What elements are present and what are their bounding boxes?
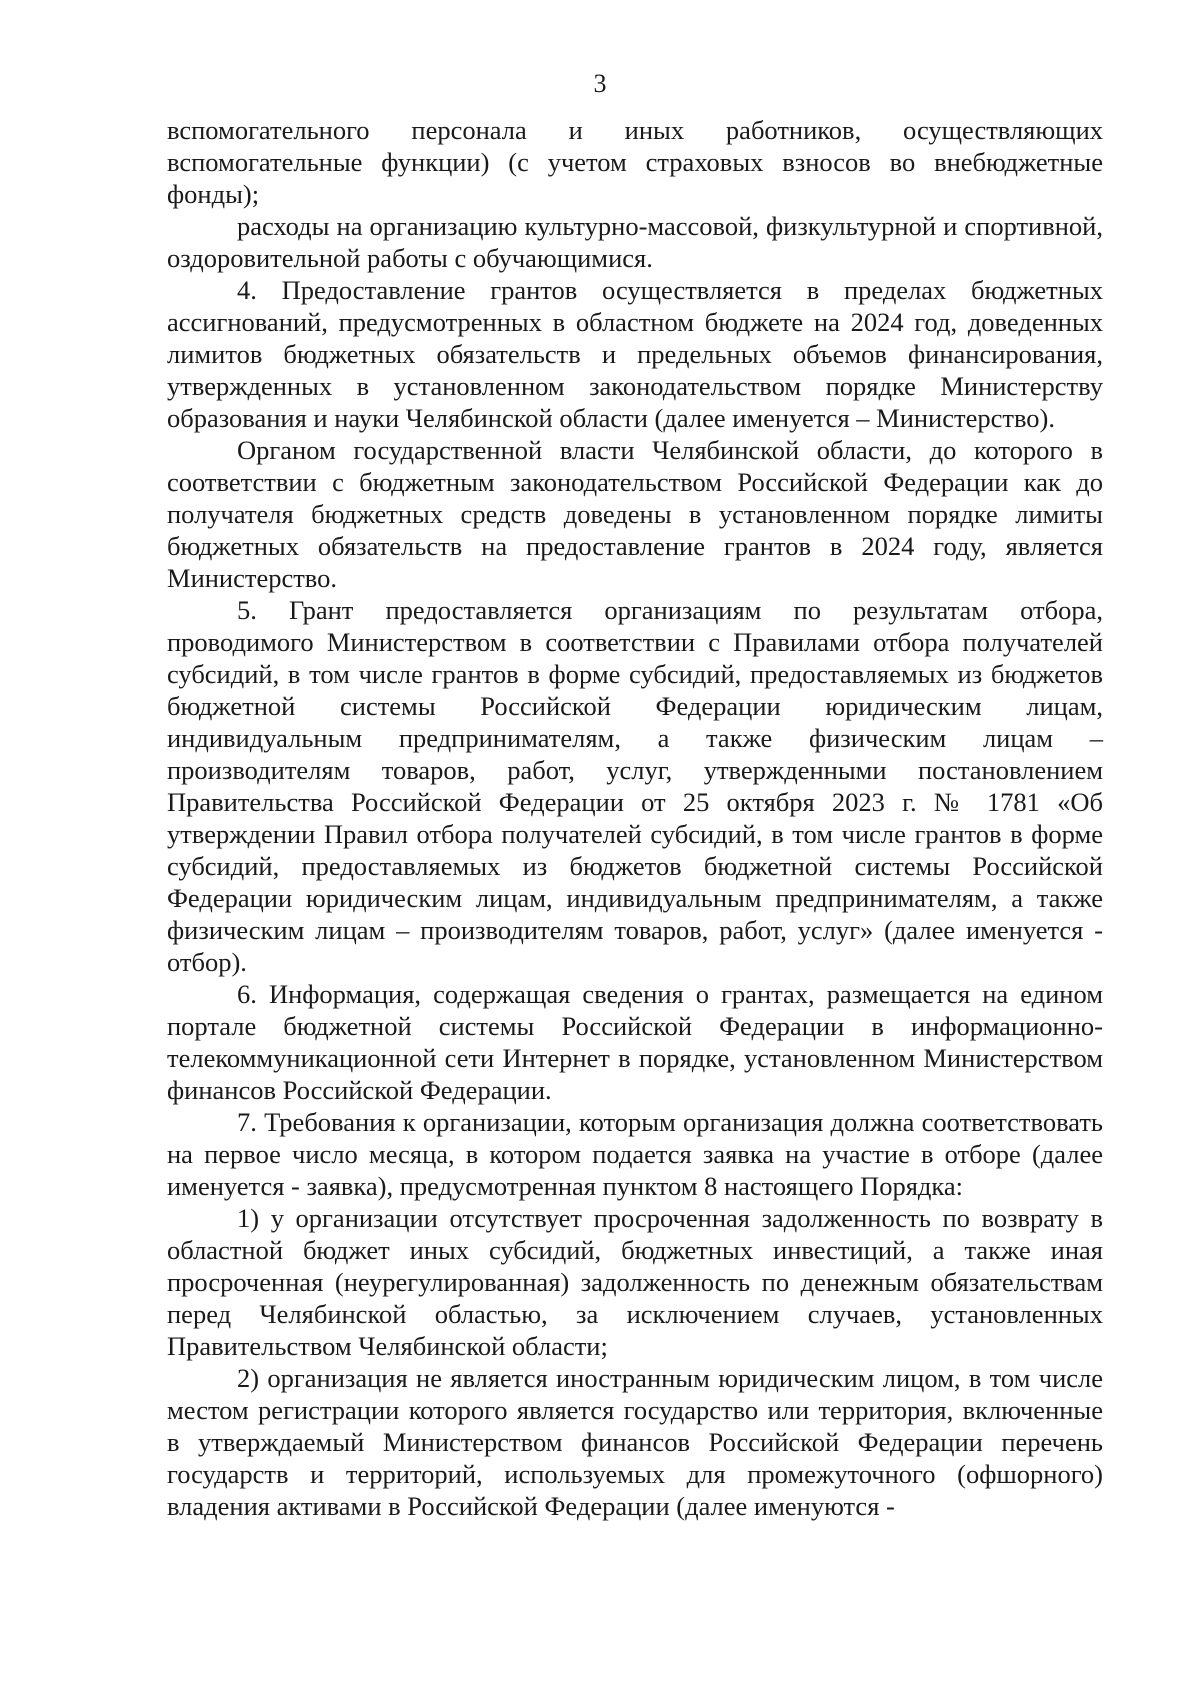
paragraph-1: расходы на организацию культурно-массовой, физкультурной и спортивной, оздоровительной работы с обучающимися. [167, 211, 1103, 273]
paragraph-2: 4. Предоставление грантов осуществляется в пределах бюджетных ассигнований, предусмотренных в областном бюджете на 2024 год, доведенных лимитов бюджетных обязательств и предельных объемов финансирования, утвержденных в установленном законодательством порядке Министерству образования и науки Челябинской области (далее именуется – Министерство). [167, 275, 1103, 433]
paragraph-5: 6. Информация, содержащая сведения о грантах, размещается на едином портале бюджетной системы Российской Федерации в информационно-телекоммуникационной сети Интернет в порядке, установленном Министерством финансов Российской Федерации. [167, 979, 1103, 1105]
paragraph-7: 1) у организации отсутствует просроченная задолженность по возврату в областной бюджет иных субсидий, бюджетных инвестиций, а также иная просроченная (неурегулированная) задолженность по денежным обязательствам перед Челябинской областью, за исключением случаев, установленных Правительством Челябинской области; [167, 1203, 1103, 1361]
paragraph-4: 5. Грант предоставляется организациям по результатам отбора, проводимого Министерством в соответствии с Правилами отбора получателей субсидий, в том числе грантов в форме субсидий, предоставляемых из бюджетов бюджетной системы Российской Федерации юридическим лицам, индивидуальным предпринимателям, а также физическим лицам – производителям товаров, работ, услуг, утвержденными постановлением Правительства Российской Федерации от 25 октября 2023 г. № 1781 «Об утверждении Правил отбора получателей субсидий, в том числе грантов в форме субсидий, предоставляемых из бюджетов бюджетной системы Российской Федерации юридическим лицам, индивидуальным предпринимателям, а также физическим лицам – производителям товаров, работ, услуг» (далее именуется - отбор). [167, 595, 1103, 977]
paragraph-3: Органом государственной власти Челябинской области, до которого в соответствии с бюджетным законодательством Российской Федерации как до получателя бюджетных средств доведены в установленном порядке лимиты бюджетных обязательств на предоставление грантов в 2024 году, является Министерство. [167, 435, 1103, 593]
paragraph-8: 2) организация не является иностранным юридическим лицом, в том числе местом регистрации которого является государство или территория, включенные в утверждаемый Министерством финансов Российской Федерации перечень государств и территорий, используемых для промежуточного (офшорного) владения активами в Российской Федерации (далее именуются - [167, 1363, 1103, 1521]
paragraph-6: 7. Требования к организации, которым организация должна соответствовать на первое число месяца, в котором подается заявка на участие в отборе (далее именуется - заявка), предусмотренная пунктом 8 настоящего Порядка: [167, 1107, 1103, 1201]
page-number: 3 [593, 69, 607, 98]
document-body [167, 114, 1103, 1522]
paragraph-0: вспомогательного персонала и иных работников, осуществляющих вспомогательные функции) (с учетом страховых взносов во внебюджетные фонды); [167, 115, 1103, 209]
